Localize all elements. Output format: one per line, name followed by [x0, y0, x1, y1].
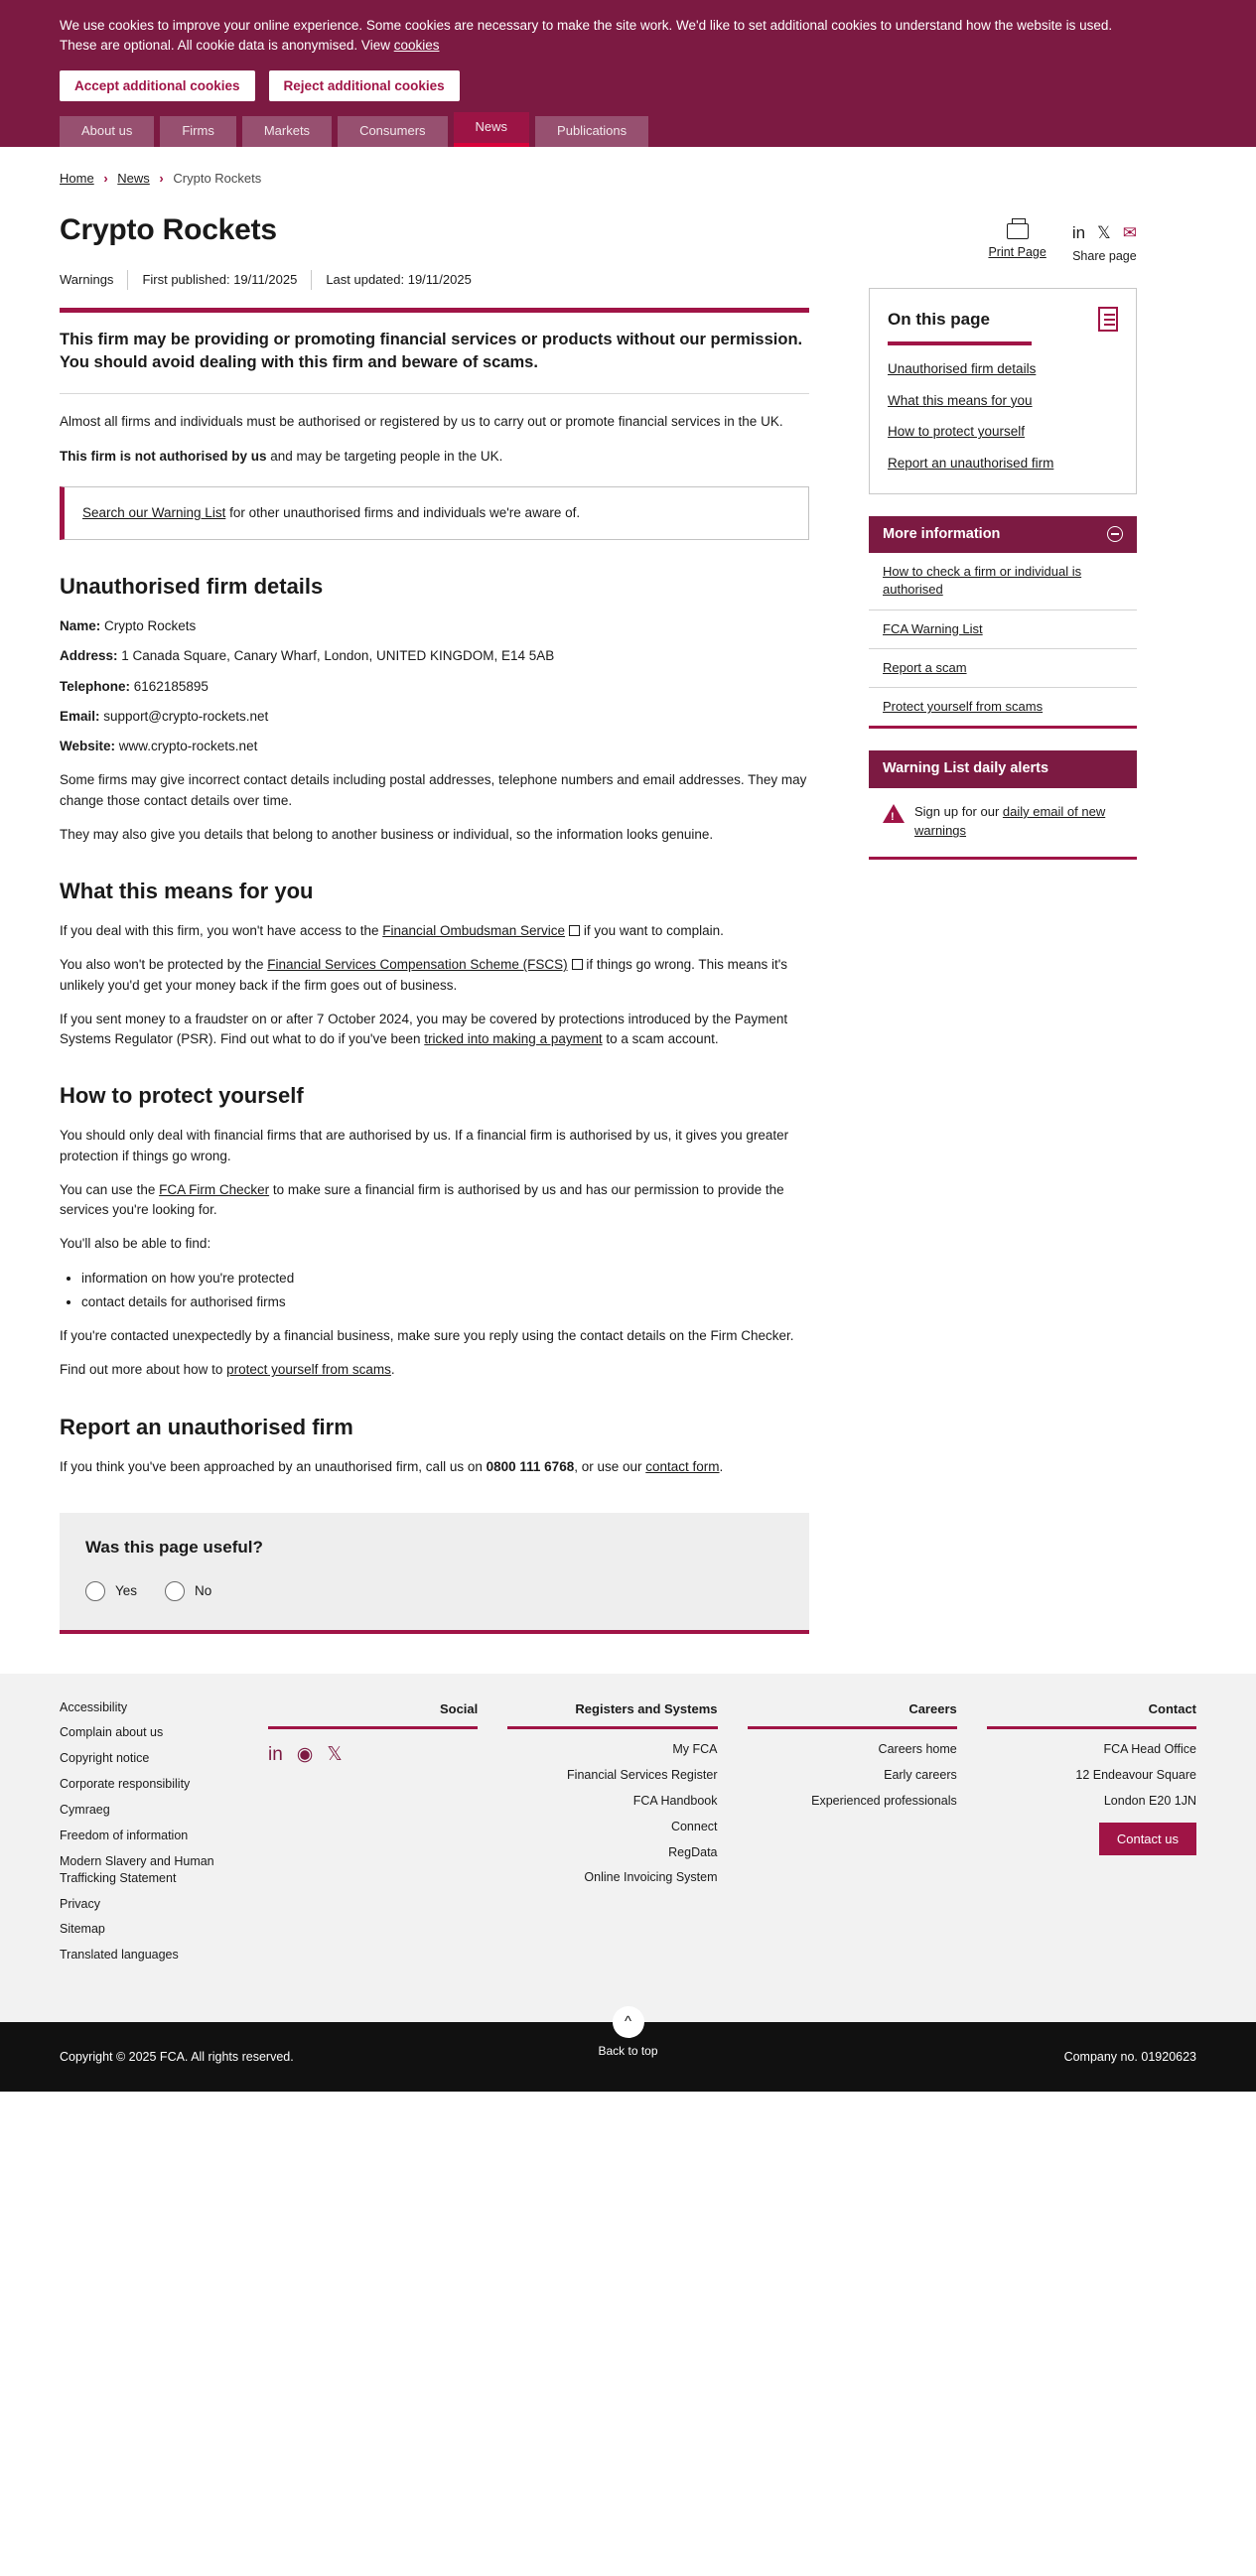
protect-from-scams-link[interactable]: protect yourself from scams — [226, 1362, 391, 1378]
cookie-message-text: We use cookies to improve your online experience. Some cookies are necessary to make the site work. We'd like to set additional cookies to understand how the website is used. These are optional. All cookie data is anonymised. View — [60, 18, 1113, 54]
footer-link-fca-handbook[interactable]: FCA Handbook — [632, 1793, 718, 1808]
more-info-link-check-firm[interactable]: How to check a firm or individual is authorised — [869, 553, 1137, 610]
warning-alerts-body — [869, 788, 1137, 860]
breadcrumb-separator-1: › — [103, 170, 108, 186]
footer-column-contact — [987, 1699, 1196, 1973]
email-icon[interactable]: ✉ — [1122, 223, 1137, 242]
cookie-banner — [0, 0, 1256, 119]
footer-link-early-careers[interactable]: Early careers — [884, 1767, 957, 1782]
footer-link-careers-home[interactable]: Careers home — [878, 1742, 957, 1757]
list-item: • contact details for authorised firms — [81, 1292, 809, 1312]
x-twitter-icon[interactable]: 𝕏 — [327, 1744, 343, 1766]
heading-report-unauthorised-firm: Report an unauthorised firm — [60, 1414, 353, 1439]
otp-link-unauthorised-firm-details[interactable]: Unauthorised firm details — [888, 361, 1037, 377]
document-icon — [1098, 307, 1118, 332]
footer-column-social — [268, 1699, 478, 1973]
firm-details-note-1: Some firms may give incorrect contact details including postal addresses, telephone numbers and email addresses. They may change those contact details over time. — [60, 772, 807, 808]
footer-link-my-fca[interactable]: My FCA — [672, 1742, 718, 1757]
more-info-link-warning-list[interactable]: FCA Warning List — [869, 610, 1137, 649]
meta-first-published: First published: 19/11/2025 — [127, 270, 311, 290]
accept-cookies-button[interactable]: Accept additional cookies — [60, 70, 255, 101]
means-p3-b: to a scam account. — [602, 1031, 719, 1047]
otp-link-how-to-protect[interactable]: How to protect yourself — [888, 424, 1026, 440]
nav-item-publications[interactable]: Publications — [535, 116, 648, 147]
protect-paragraph-3: You'll also be able to find: — [60, 1236, 211, 1252]
footer-contact-street: 12 Endeavour Square — [1075, 1767, 1196, 1782]
fscs-link[interactable]: Financial Services Compensation Scheme (FSCS) — [267, 957, 582, 972]
chevron-up-icon[interactable]: ^ — [612, 2006, 643, 2038]
feedback-question: Was this page useful? — [85, 1537, 263, 1557]
footer-link-financial-services-register[interactable]: Financial Services Register — [567, 1767, 718, 1782]
collapse-minus-icon[interactable] — [1107, 526, 1123, 542]
protect-paragraph-1: You should only deal with financial firms that are authorised by us. If a financial firm is authorised by us, it gives you greater protection if things go wrong. — [60, 1128, 789, 1163]
rss-icon[interactable]: ◉ — [296, 1744, 314, 1766]
protect-p2-a: You can use the — [60, 1181, 160, 1197]
footer-social-icons — [268, 1741, 478, 1770]
protect-p5-b: . — [390, 1362, 395, 1378]
nav-item-news[interactable]: News — [454, 112, 530, 147]
footer-contact-head-office: FCA Head Office — [1103, 1742, 1196, 1757]
nav-item-firms[interactable]: Firms — [160, 116, 236, 147]
warning-list-callout — [60, 486, 809, 540]
contact-form-link[interactable]: contact form — [645, 1458, 720, 1474]
printer-icon — [1007, 223, 1029, 239]
protect-p2-b: to make sure a financial firm is authorised by us and has our permission to provide the services you're looking for. — [60, 1181, 784, 1218]
otp-link-what-this-means[interactable]: What this means for you — [888, 392, 1033, 408]
warning-alerts-panel — [869, 750, 1137, 860]
footer-link-online-invoicing[interactable]: Online Invoicing System — [584, 1870, 718, 1885]
footer-column-registers — [507, 1699, 717, 1973]
firm-detail-website-label: Website: — [60, 739, 116, 754]
footer-column-careers — [748, 1699, 957, 1973]
means-p2-a: You also won't be protected by the — [60, 957, 268, 973]
on-this-page-header — [888, 307, 1118, 333]
print-page-block[interactable] — [988, 223, 1046, 262]
report-phone-number: 0800 111 6768 — [486, 1458, 575, 1474]
firm-detail-name — [60, 616, 809, 636]
firm-detail-telephone-value: 6162185895 — [133, 678, 209, 694]
x-twitter-icon[interactable]: 𝕏 — [1097, 223, 1111, 242]
firm-detail-email — [60, 707, 809, 727]
daily-email-signup-link[interactable]: daily email of new warnings — [914, 803, 1106, 839]
more-info-link-protect-from-scams[interactable]: Protect yourself from scams — [869, 688, 1137, 729]
footer-careers-title: Careers — [748, 1699, 957, 1730]
protect-bullet-list — [60, 1269, 809, 1313]
search-warning-list-link[interactable]: Search our Warning List — [82, 504, 226, 520]
warning-alerts-text — [914, 802, 1123, 841]
report-p-c: . — [719, 1458, 724, 1474]
footer-link-sitemap[interactable]: Sitemap — [60, 1922, 105, 1937]
footer-social-title: Social — [268, 1699, 478, 1730]
linkedin-icon[interactable]: in — [268, 1744, 283, 1766]
footer-link-experienced-professionals[interactable]: Experienced professionals — [811, 1793, 957, 1808]
firm-detail-address-value: 1 Canada Square, Canary Wharf, London, UNITED KINGDOM, E14 5AB — [121, 648, 555, 664]
meta-category: Warnings — [60, 272, 114, 287]
footer-registers-title: Registers and Systems — [507, 1699, 717, 1730]
warning-lead-text: This firm may be providing or promoting financial services or products without our permission. You should avoid dealing with this firm and beware of scams. — [60, 330, 803, 372]
title-divider — [60, 308, 809, 313]
report-p-a: If you think you've been approached by an unauthorised firm, call us on — [60, 1458, 487, 1474]
warning-alerts-header — [869, 750, 1137, 788]
means-p1-b: if you want to complain. — [580, 923, 724, 939]
footer-link-accessibility[interactable]: Accessibility — [60, 1699, 128, 1714]
share-row — [869, 223, 1137, 266]
footer-link-corporate-responsibility[interactable]: Corporate responsibility — [60, 1777, 191, 1792]
contact-us-button[interactable]: Contact us — [1099, 1823, 1196, 1856]
firm-detail-email-label: Email: — [60, 708, 100, 724]
warning-triangle-icon — [883, 804, 905, 823]
feedback-options — [85, 1581, 783, 1601]
not-authorised-emphasis: This firm is not authorised by us — [60, 448, 267, 464]
share-icons — [1072, 223, 1137, 243]
copyright-text: Copyright © 2025 FCA. All rights reserved. — [60, 2049, 294, 2064]
otp-link-report-firm[interactable]: Report an unauthorised firm — [888, 455, 1054, 471]
footer-column-accessibility — [60, 1699, 238, 1973]
breadcrumb-separator-2: › — [159, 170, 164, 186]
means-p2-b: if things go wrong. This means it's unlikely you'd get your money back if the firm goes out of business. — [60, 957, 788, 993]
heading-how-to-protect: How to protect yourself — [60, 1083, 304, 1109]
firm-detail-email-value: support@crypto-rockets.net — [103, 708, 269, 724]
breadcrumb-current: Crypto Rockets — [173, 170, 262, 186]
means-paragraph-3 — [60, 1010, 809, 1050]
firm-detail-address-label: Address: — [60, 648, 118, 664]
protect-paragraph-5 — [60, 1360, 809, 1380]
footer-bottom-bar — [0, 2013, 1256, 2092]
nav-item-consumers[interactable]: Consumers — [338, 116, 447, 147]
intro-paragraph-1: Almost all firms and individuals must be authorised or registered by us to carry out or promote financial services in the UK. — [60, 414, 783, 430]
intro-paragraph-2 — [60, 447, 809, 467]
heading-unauthorised-firm-details: Unauthorised firm details — [60, 574, 324, 600]
feedback-yes-label: Yes — [115, 1583, 138, 1599]
footer-link-translated-languages[interactable]: Translated languages — [60, 1948, 179, 1963]
print-page-label[interactable]: Print Page — [988, 245, 1047, 259]
report-paragraph — [60, 1457, 809, 1477]
intro-paragraph-2-rest: and may be targeting people in the UK. — [266, 448, 503, 464]
means-paragraph-2 — [60, 955, 809, 996]
footer-link-connect[interactable]: Connect — [670, 1819, 718, 1833]
nav-item-about-us[interactable]: About us — [60, 116, 154, 147]
firm-detail-telephone-label: Telephone: — [60, 678, 131, 694]
feedback-yes-radio[interactable] — [85, 1581, 105, 1601]
footer-link-cymraeg[interactable]: Cymraeg — [60, 1803, 110, 1818]
page-title: Crypto Rockets — [60, 213, 277, 246]
warning-alerts-title: Warning List daily alerts — [883, 760, 1049, 777]
footer-link-copyright-notice[interactable]: Copyright notice — [60, 1751, 150, 1766]
cookie-message — [60, 16, 1152, 57]
share-page-block — [1072, 223, 1137, 266]
firm-detail-name-value: Crypto Rockets — [104, 618, 197, 634]
warning-alerts-text-a: Sign up for our — [914, 803, 1003, 819]
meta-last-updated: Last updated: 19/11/2025 — [311, 270, 486, 290]
footer-link-complain[interactable]: Complain about us — [60, 1725, 164, 1740]
more-info-link-report-scam[interactable]: Report a scam — [869, 649, 1137, 688]
footer-link-regdata[interactable]: RegData — [668, 1844, 718, 1859]
firm-detail-telephone — [60, 677, 809, 697]
footer-contact-postcode: London E20 1JN — [1103, 1793, 1196, 1808]
breadcrumb-news[interactable]: News — [117, 170, 150, 186]
footer-contact-title: Contact — [987, 1699, 1196, 1730]
two-column-layout — [60, 202, 1196, 1634]
on-this-page-title: On this page — [888, 309, 990, 329]
fca-firm-checker-link[interactable]: FCA Firm Checker — [159, 1181, 270, 1197]
content-wrapper — [0, 147, 1256, 1634]
more-information-panel — [869, 516, 1137, 730]
heading-what-this-means: What this means for you — [60, 879, 314, 904]
report-p-b: , or use our — [574, 1458, 646, 1474]
more-information-header[interactable] — [869, 516, 1137, 554]
on-this-page-panel — [869, 288, 1137, 494]
nav-item-markets[interactable]: Markets — [242, 116, 332, 147]
back-to-top-label: Back to top — [598, 2044, 658, 2059]
callout-rest-text: for other unauthorised firms and individuals we're aware of. — [225, 504, 581, 520]
cookie-buttons — [60, 70, 1196, 101]
cookie-policy-link[interactable]: cookies — [393, 38, 440, 54]
footer-link-modern-slavery[interactable]: Modern Slavery and Human Trafficking Statement — [60, 1853, 214, 1885]
footer-link-freedom-of-information[interactable]: Freedom of information — [60, 1828, 189, 1842]
breadcrumb-home[interactable]: Home — [60, 170, 94, 186]
share-page-label: Share page — [1072, 249, 1137, 263]
main-nav — [0, 119, 1256, 147]
back-to-top-button[interactable] — [598, 2006, 657, 2060]
page-feedback-box — [60, 1513, 809, 1634]
firm-detail-website-value: www.crypto-rockets.net — [118, 739, 258, 754]
sidebar — [869, 202, 1137, 881]
firm-detail-name-label: Name: — [60, 618, 101, 634]
tricked-into-payment-link[interactable]: tricked into making a payment — [424, 1031, 603, 1047]
more-information-title: More information — [883, 525, 1001, 542]
reject-cookies-button[interactable]: Reject additional cookies — [269, 70, 460, 101]
means-paragraph-1 — [60, 921, 809, 941]
firm-detail-website — [60, 737, 809, 756]
financial-ombudsman-service-link[interactable]: Financial Ombudsman Service — [382, 923, 580, 938]
means-p1-a: If you deal with this firm, you won't have access to the — [60, 923, 383, 939]
section-divider — [60, 393, 809, 394]
means-p3-a: If you sent money to a fraudster on or after 7 October 2024, you may be covered by protections introduced by the Payment Systems Regulator (PSR). Find out what to do if you've been — [60, 1011, 788, 1047]
firm-detail-address — [60, 646, 809, 666]
protect-paragraph-4: If you're contacted unexpectedly by a financial business, make sure you reply using the contact details on the Firm Checker. — [60, 1328, 794, 1344]
linkedin-icon[interactable]: in — [1071, 223, 1086, 242]
site-footer — [0, 1674, 1256, 2023]
feedback-no-radio[interactable] — [165, 1581, 185, 1601]
feedback-no-label: No — [195, 1583, 212, 1599]
protect-paragraph-2 — [60, 1180, 809, 1221]
on-this-page-underline — [888, 341, 1032, 345]
firm-details-note-2: They may also give you details that belong to another business or individual, so the information looks genuine. — [60, 826, 714, 842]
breadcrumb — [60, 147, 1196, 203]
main-content — [60, 202, 869, 1634]
list-item: • information on how you're protected — [81, 1269, 809, 1288]
protect-p5-a: Find out more about how to — [60, 1362, 227, 1378]
company-number-text: Company no. 01920623 — [1063, 2049, 1196, 2064]
page-meta — [60, 270, 809, 290]
footer-link-privacy[interactable]: Privacy — [60, 1896, 100, 1911]
